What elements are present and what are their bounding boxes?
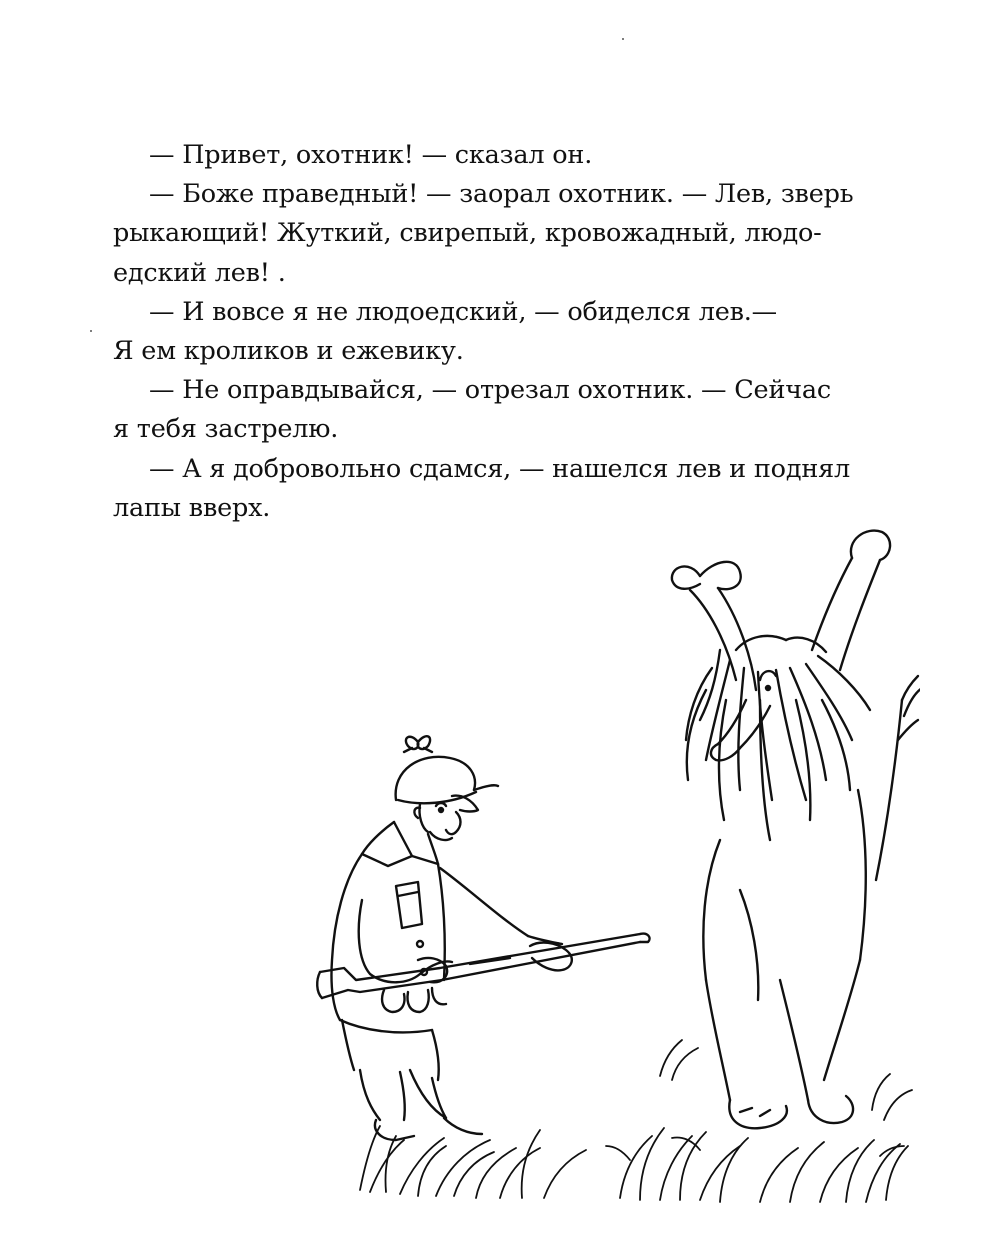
text-line: — А я добровольно сдамся, — нашелся лев и поднял xyxy=(149,453,851,484)
story-text xyxy=(113,136,853,528)
text-line: — Боже праведный! — заорал охотник. — Лев, зверь xyxy=(149,179,854,210)
text-line: я тебя застрелю. xyxy=(113,414,339,445)
text-line: едский лев! . xyxy=(113,257,286,288)
lion-figure xyxy=(672,531,920,1129)
text-line: — Привет, охотник! — сказал он. xyxy=(149,140,593,170)
text-line: лапы вверх. xyxy=(113,492,271,523)
text-line: рыкающий! Жуткий, свирепый, кровожадный, людо- xyxy=(113,218,822,249)
hunter-and-lion-illustration xyxy=(300,518,920,1208)
paper-speck xyxy=(622,38,624,40)
text-line: — Не оправдывайся, — отрезал охотник. — Сейчас xyxy=(149,375,831,406)
paper-speck xyxy=(90,330,92,332)
text-line: — И вовсе я не людоедский, — обиделся лев.— xyxy=(149,296,777,327)
text-line: Я ем кроликов и ежевику. xyxy=(113,335,464,366)
hunter-figure xyxy=(317,736,649,1140)
